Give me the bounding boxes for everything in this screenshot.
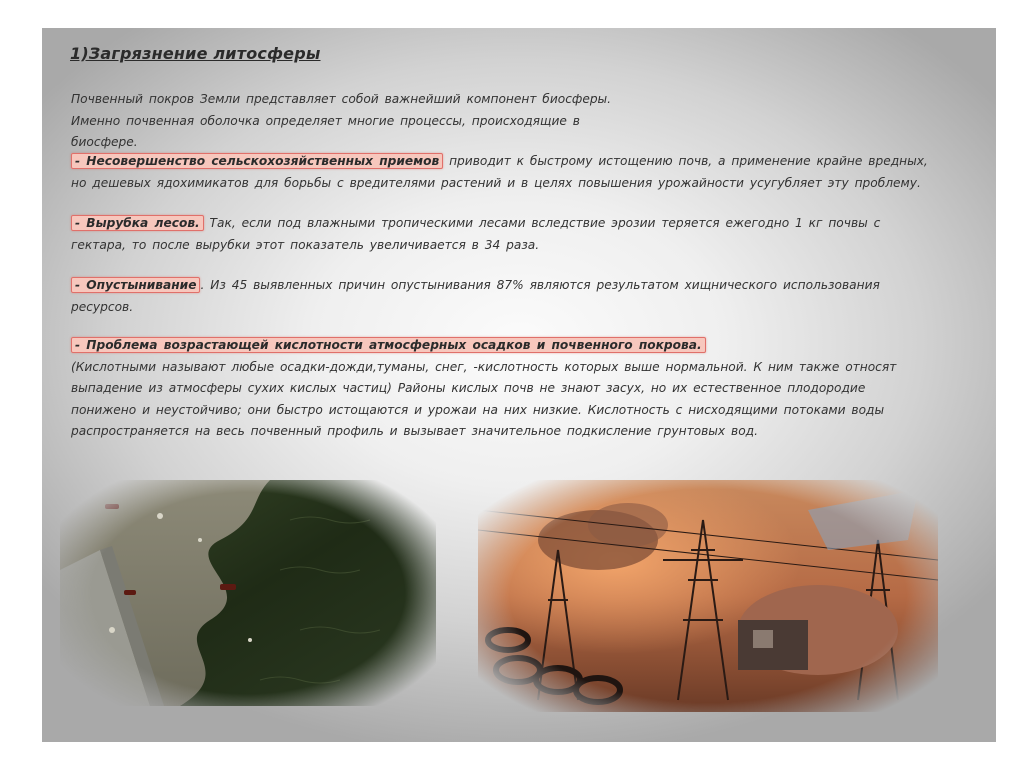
paragraph-soil-cover bbox=[71, 89, 631, 154]
highlight-deforestation: - Вырубка лесов. bbox=[71, 215, 204, 231]
paragraph-text: (Кислотными называют любые осадки-дожди,туманы, снег, -кислотность которых выше нормальной. К ним также относят выпадение из атмосферы сухих кислых частиц) Районы кислых почв не знают засух, но их естественное плодородие понижено и неустойчиво; они быстро истощаются и урожаи на них низкие. Кислотность с нисходящими потоками воды распространяется на весь почвенный профиль и вызывает значительное подкисление грунтовых вод. bbox=[71, 359, 897, 438]
paragraph-desertification bbox=[71, 275, 931, 318]
paragraph-text: Так, если под влажными тропическими лесами вследствие эрозии теряется ежегодно 1 кг почвы с гектара, то после вырубки этот показатель увеличивается в 34 раза. bbox=[71, 216, 881, 252]
highlight-desertification: - Опустынивание bbox=[71, 277, 200, 293]
slide-title: 1)Загрязнение литосферы bbox=[70, 44, 321, 63]
paragraph-agriculture bbox=[71, 151, 931, 194]
paragraph-text: приводит к быстрому истощению почв, а применение крайне вредных, но дешевых ядохимикатов для борьбы с вредителями растений и в целях повышения урожайности усугубляет эту проблему. bbox=[71, 154, 928, 190]
paragraph-acidity bbox=[71, 335, 931, 443]
slide bbox=[42, 28, 996, 742]
highlight-agriculture: - Несовершенство сельскохозяйственных приемов bbox=[71, 153, 443, 169]
paragraph-deforestation bbox=[71, 213, 931, 256]
polluted-water-photo bbox=[60, 480, 436, 706]
paragraph-text: Почвенный покров Земли представляет собой важнейший компонент биосферы. Именно почвенная оболочка определяет многие процессы, происходящие в биосфере. bbox=[71, 92, 612, 149]
highlight-acidity: - Проблема возрастающей кислотности атмосферных осадков и почвенного покрова. bbox=[71, 337, 706, 353]
paragraph-text: . Из 45 выявленных причин опустынивания 87% являются результатом хищнического использования ресурсов. bbox=[71, 278, 880, 314]
industrial-pollution-photo bbox=[478, 480, 938, 712]
